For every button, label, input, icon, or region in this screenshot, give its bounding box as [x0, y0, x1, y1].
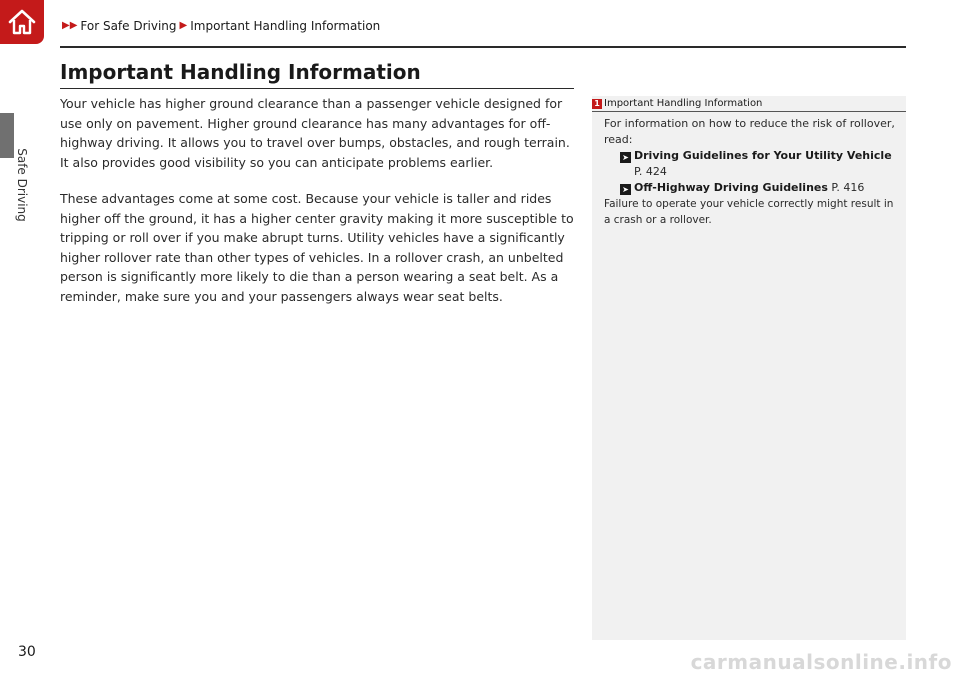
reference-arrow-icon: ➤: [620, 184, 631, 195]
section-tab[interactable]: [12, 140, 32, 230]
reference-title: Driving Guidelines for Your Utility Vehicle: [634, 149, 892, 162]
reference-arrow-icon: ➤: [620, 152, 631, 163]
reference-page: P. 416: [831, 181, 865, 194]
page-title: Important Handling Information: [60, 60, 421, 84]
note-header: [592, 96, 906, 112]
home-button[interactable]: [0, 0, 44, 44]
note-number-icon: 1: [592, 99, 602, 109]
reference-page: P. 424: [634, 165, 667, 178]
note-warning: Failure to operate your vehicle correctly might result in a crash or a rollover.: [604, 198, 894, 226]
note-intro: For information on how to reduce the risk of rollover, read:: [604, 117, 895, 146]
main-content: [60, 94, 576, 306]
cross-reference-link[interactable]: [604, 148, 900, 180]
cross-reference-link[interactable]: [604, 180, 900, 196]
breadcrumb-item-safe-driving[interactable]: For Safe Driving: [80, 19, 177, 33]
home-icon: [7, 7, 37, 37]
title-divider: [60, 88, 574, 89]
reference-title: Off-Highway Driving Guidelines: [634, 181, 828, 194]
breadcrumb-arrow-icon: ▶: [179, 20, 188, 31]
note-title: Important Handling Information: [604, 98, 763, 109]
breadcrumb-arrow-icon: ▶▶: [62, 20, 78, 31]
section-tab-label: Safe Driving: [15, 148, 29, 222]
page-number: 30: [18, 644, 36, 660]
watermark: carmanualsonline.info: [690, 650, 952, 674]
body-paragraph: These advantages come at some cost. Because your vehicle is taller and rides higher off the ground, it has a higher center gravity making it more susceptible to tripping or roll over if you make abrupt turns. Utility vehicles have a significantly higher rollover rate than other types of vehicles. In a rollover crash, an unbelted person is significantly more likely to die than a person wearing a seat belt. As a reminder, make sure you and your passengers always wear seat belts.: [60, 191, 574, 304]
header-divider: [60, 46, 906, 48]
notes-sidebar: [592, 96, 906, 640]
note-body: [604, 116, 900, 228]
breadcrumb-item-current[interactable]: Important Handling Information: [190, 19, 381, 33]
body-paragraph: Your vehicle has higher ground clearance than a passenger vehicle designed for use only on pavement. Higher ground clearance has many advantages for off-highway driving. It allows you to travel over bumps, obstacles, and rough terrain. It also provides good visibility so you can anticipate problems earlier.: [60, 96, 570, 170]
breadcrumb: [62, 19, 380, 33]
